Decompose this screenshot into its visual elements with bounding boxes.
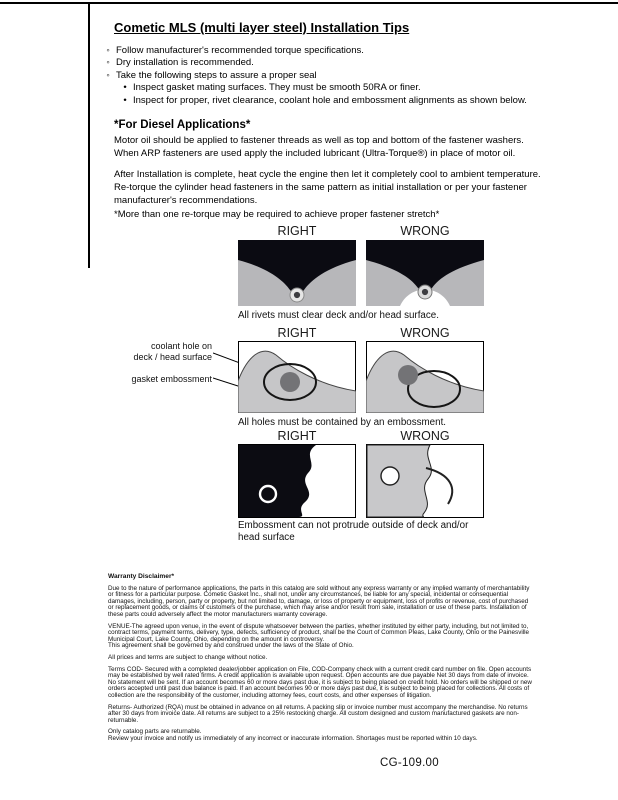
bullet-icon: ◦ — [106, 45, 110, 56]
diagram-embossment-right — [238, 341, 356, 413]
diesel-paragraph: Motor oil should be applied to fastener threads as well as top and bottom of the fastener washers. When ARP fasteners are used apply the included lubricant (Ultra-Torque®) in place of motor oil. — [114, 135, 524, 159]
warranty-paragraph: Due to the nature of performance applications, the parts in this catalog are sold without any express warranty or any implied warranty of merchantability or fitness for a particular purpose. Cometic Gasket Inc., shall not, under any circumstances, be liable for any special, incidental or consequential damages, including, person, party or property, but not limited to, damage, or loss of property or equipment, loss of profits or revenue, cost of purchased or replacement goods, or claims of customers of the purchase, which may arise and/or result from sale, installation or use of these parts. Installation of these parts could adversely affect the motor manufacturers warranty coverage. — [108, 584, 530, 618]
tip-text: Follow manufacturer's recommended torque specifications. — [116, 45, 364, 56]
right-label: RIGHT — [277, 224, 317, 238]
right-label: RIGHT — [277, 429, 317, 443]
diagram-embossment-wrong — [366, 341, 484, 413]
tip-item — [104, 70, 527, 82]
warranty-paragraph: Returns- Authorized (RQA) must be obtained in advance on all returns. A packing slip or invoice number must accompany the merchandise. No returns after 30 days from invoice date. All returns are subject to a 25% restocking charge. All custom designed and custom manufactured gaskets are non-returnable. — [108, 703, 528, 724]
right-label: RIGHT — [277, 326, 317, 340]
bullet-icon: • — [123, 82, 127, 94]
tip-sub-item — [104, 95, 527, 107]
diagram-rivet-wrong — [366, 240, 484, 306]
tip-text: Dry installation is recommended. — [116, 57, 254, 69]
tips-list — [104, 45, 527, 107]
warranty-paragraph: Terms COD- Secured with a completed dealer/jobber application on File, COD-Company check with a current credit card number on file. Open accounts may be established by well rated firms. A credit application is available upon request. Open accounts are due payable Net 30 days from date of invoice. No statement will be sent. If an account becomes 60 or more days past due, it is subject to being placed on credit hold. No orders will be shipped or new orders accepted until past due balance is paid. If an account becomes 90 or more days past due, it is subject to being placed for collections. All costs of collection are the responsibility of the customer, including attorney fees, court costs, and other expenses of litigation. — [108, 665, 532, 699]
diagram-protrusion-wrong — [366, 444, 484, 518]
callout-coolant-hole: coolant hole on deck / head surface — [133, 341, 212, 362]
diesel-paragraph: After Installation is complete, heat cycle the engine then let it completely cool to ambient temperature. Re-torque the cylinder head fasteners in the same pattern as initial installation or per your fastener manufacturer's recommendations. — [114, 169, 541, 206]
diagram-caption: All rivets must clear deck and/or head surface. — [238, 310, 439, 321]
bullet-icon: • — [123, 94, 127, 106]
diesel-heading: *For Diesel Applications* — [114, 119, 251, 131]
warranty-disclaimer — [108, 574, 534, 747]
warranty-paragraph: This agreement shall be governed by and construed under the laws of the State of Ohio. — [108, 642, 354, 650]
wrong-label: WRONG — [400, 326, 450, 340]
warranty-heading: Warranty Disclaimer* — [108, 573, 175, 580]
warranty-paragraph: VENUE-The agreed upon venue, in the event of dispute whatsoever between the parties, whether instituted by either party, including, but not limited to, contract terms, payment terms, delivery, type, defects, sufficiency of product, shall be the Court of Common Pleas, Lake County, Ohio or the Painesville Municipal Court, Lake County, Ohio, depending on the amount in controversy. — [108, 622, 530, 643]
tip-text: Inspect gasket mating surfaces. They must be smooth 50RA or finer. — [133, 82, 421, 94]
bullet-icon: ◦ — [106, 69, 110, 81]
diagram-rivet-right — [238, 240, 356, 306]
page-title: Cometic MLS (multi layer steel) Installation Tips — [114, 20, 410, 35]
page-border-top — [0, 2, 618, 4]
diagram-caption: Embossment can not protrude outside of deck and/or head surface — [238, 520, 469, 543]
tip-item — [104, 45, 527, 57]
callout-gasket-embossment: gasket embossment — [131, 374, 212, 384]
tip-sub-item — [104, 82, 527, 94]
retorque-note: *More than one re-torque may be required to achieve proper fastener stretch* — [114, 209, 440, 220]
page-border-left — [88, 2, 90, 268]
wrong-label: WRONG — [400, 224, 450, 238]
warranty-paragraph: All prices and terms are subject to change without notice. — [108, 653, 268, 661]
tip-item — [104, 57, 527, 69]
bullet-icon: ◦ — [106, 57, 110, 69]
diagram-caption: All holes must be contained by an embossment. — [238, 417, 447, 428]
warranty-paragraph: Review your invoice and notify us immediately of any incorrect or inaccurate information. Shortages must be reported within 10 days. — [108, 734, 478, 742]
page-number: CG-109.00 — [380, 757, 439, 769]
warranty-paragraph: Only catalog parts are returnable. — [108, 728, 202, 736]
tip-text: Inspect for proper, rivet clearance, coolant hole and embossment alignments as shown below. — [133, 94, 527, 106]
diagram-protrusion-right — [238, 444, 356, 518]
wrong-label: WRONG — [400, 429, 450, 443]
tip-text: Take the following steps to assure a proper seal — [116, 69, 317, 81]
